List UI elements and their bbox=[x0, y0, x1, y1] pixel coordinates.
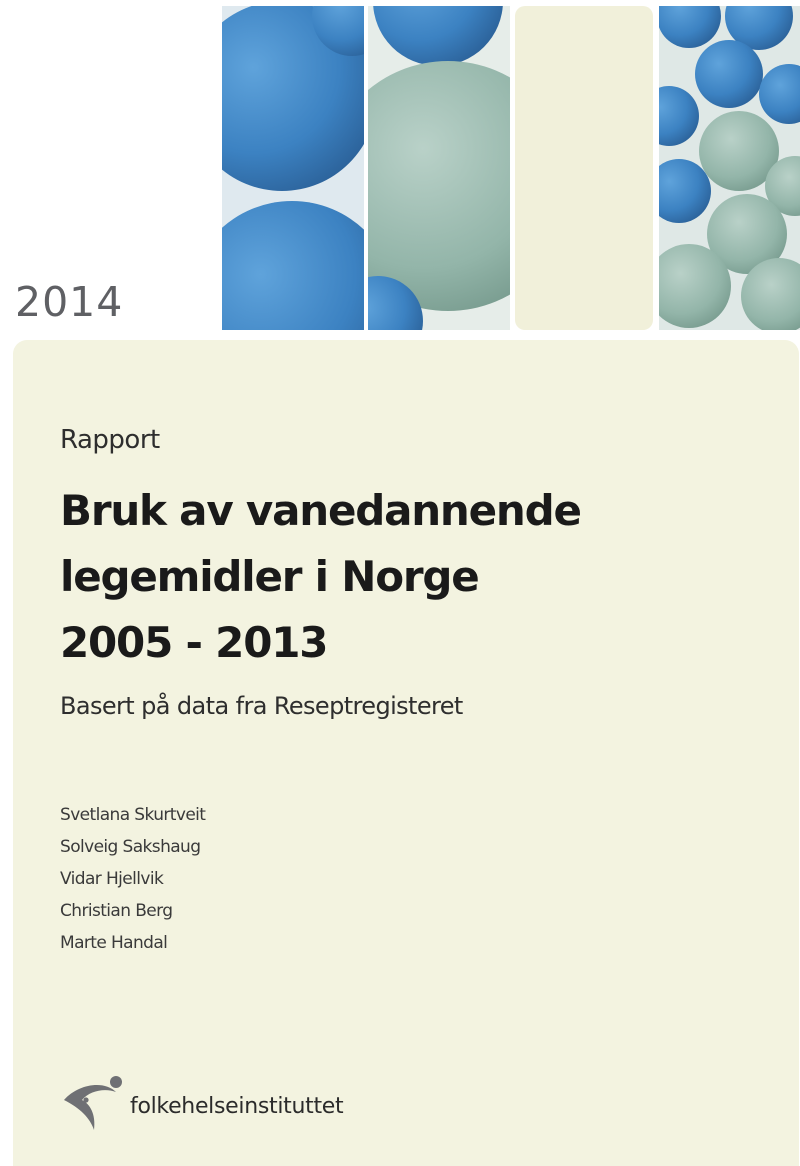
publisher-name: folkehelseinstituttet bbox=[130, 1093, 344, 1119]
cream-panel-fill bbox=[515, 6, 653, 330]
report-title bbox=[60, 478, 760, 676]
small-pills-image bbox=[659, 6, 800, 330]
author-name: Marte Handal bbox=[60, 933, 168, 953]
report-title-line-3: 2005 - 2013 bbox=[60, 618, 328, 667]
cream-photo-panel bbox=[515, 6, 653, 330]
cover-panel bbox=[13, 340, 799, 1166]
author-name: Svetlana Skurtveit bbox=[60, 805, 206, 825]
report-type-label: Rapport bbox=[60, 425, 160, 455]
pills-photo-panel-4 bbox=[659, 6, 800, 330]
publisher-logo bbox=[60, 1070, 343, 1134]
mixed-pills-image bbox=[368, 6, 510, 330]
report-title-line-1: Bruk av vanedannende bbox=[60, 486, 581, 535]
blue-pills-image bbox=[222, 6, 364, 330]
pills-photo-panel-2 bbox=[368, 6, 510, 330]
author-name: Solveig Sakshaug bbox=[60, 837, 201, 857]
author-list bbox=[60, 799, 205, 959]
author-name: Vidar Hjellvik bbox=[60, 869, 164, 889]
author-name: Christian Berg bbox=[60, 901, 173, 921]
publication-year: 2014 bbox=[15, 278, 124, 326]
report-subtitle: Basert på data fra Reseptregisteret bbox=[60, 692, 463, 720]
report-title-line-2: legemidler i Norge bbox=[60, 552, 479, 601]
folkehelseinstituttet-logo-icon bbox=[60, 1070, 126, 1134]
pills-photo-panel-1 bbox=[222, 6, 364, 330]
